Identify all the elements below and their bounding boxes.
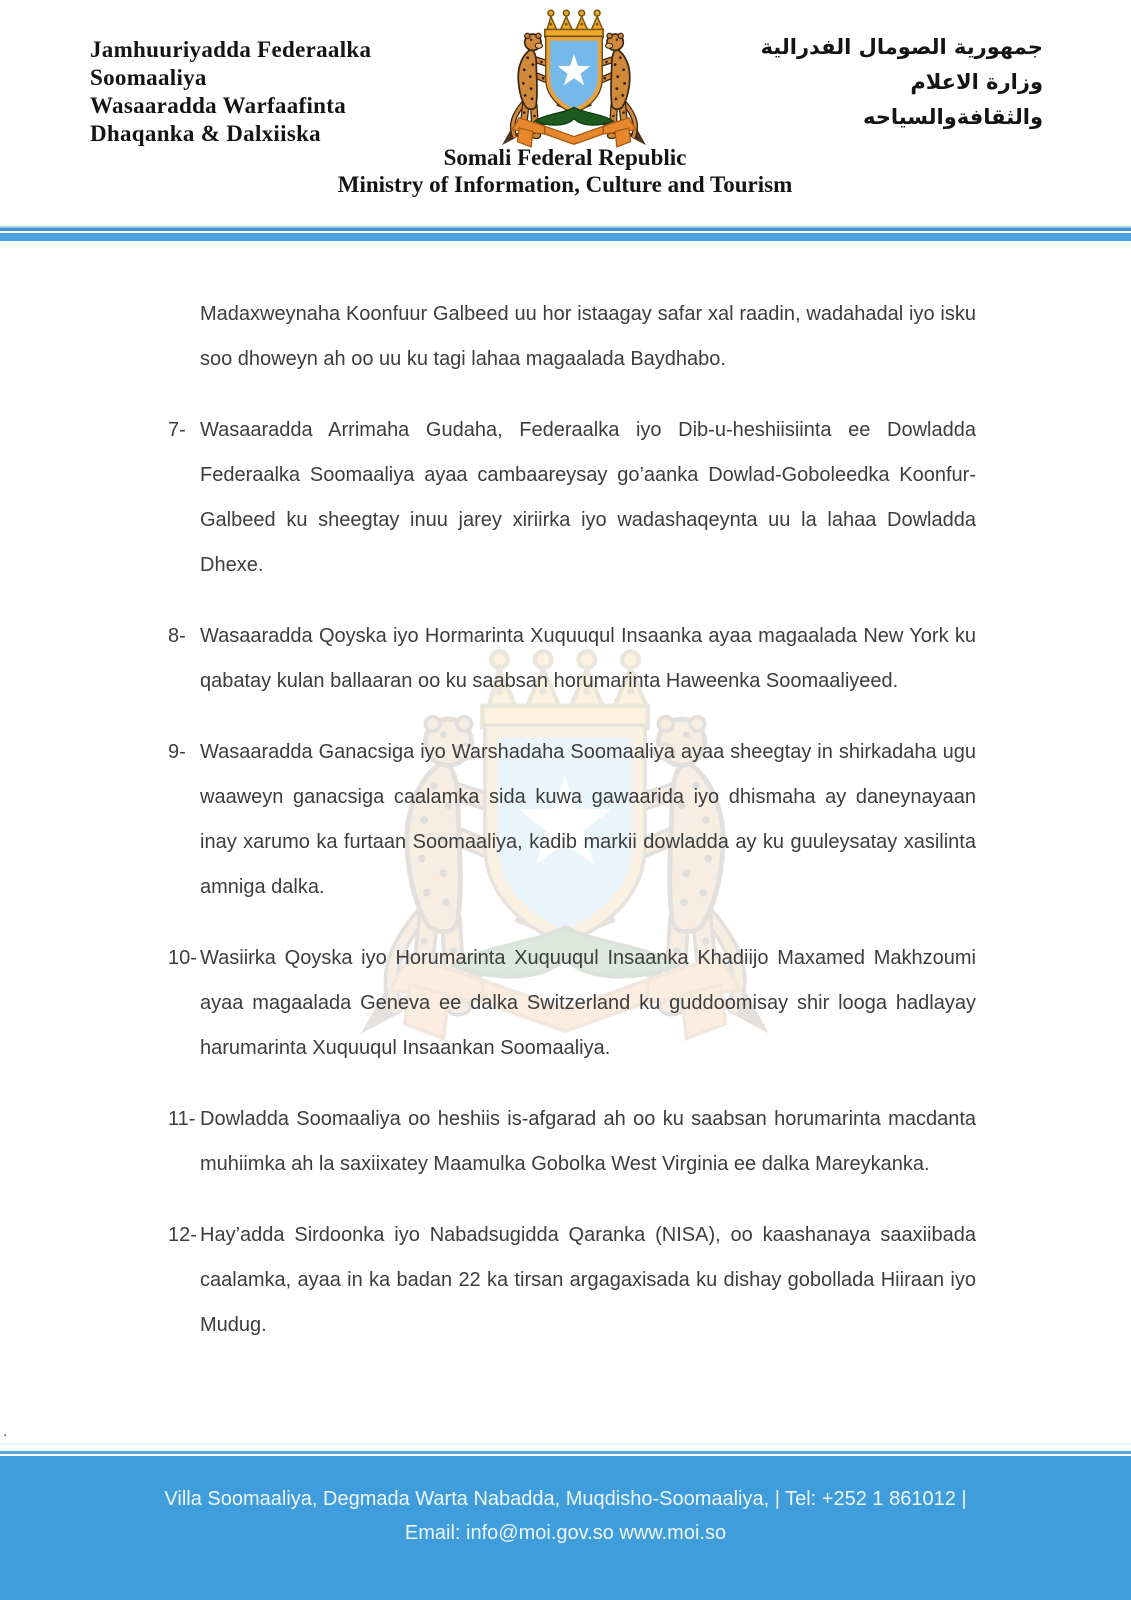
paragraph-text: Dowladda Soomaaliya oo heshiis is-afgarad ah oo ku saabsan horumarinta macdanta muhiimka ah la saxiixatey Maamulka Gobolka West Virginia ee dalka Mareykanka. [200, 1108, 976, 1175]
numbered-paragraph [168, 614, 976, 704]
paragraph-text: Wasaaradda Qoyska iyo Hormarinta Xuquuqul Insaanka ayaa magaalada New York ku qabatay kulan ballaaran oo ku saabsan horumarinta Haweenka Soomaaliyeed. [200, 625, 976, 692]
footer-top-line [0, 1451, 1131, 1454]
numbered-paragraph [168, 1213, 976, 1348]
numbered-paragraph [168, 936, 976, 1071]
paragraph-number: 11- [168, 1108, 196, 1130]
ministry-name-somali-line: Wasaaradda Warfaafinta [90, 93, 347, 118]
ministry-name-arabic-line: جمهورية الصومال الفدرالية [760, 35, 1043, 59]
footer-contact: Email: info@moi.gov.so www.moi.so [404, 1522, 727, 1544]
paragraph-number: 10- [168, 947, 197, 969]
ministry-name-english [180, 144, 950, 198]
stray-mark: . [3, 1423, 8, 1440]
paragraph-text: Wasiirka Qoyska iyo Horumarinta Xuquuqul Insaanka Khadiijo Maxamed Makhzoumi ayaa magaalada Geneva ee dalka Switzerland ku guddoomisay shir looga hadlayay harumarinta Xuquuqul Insaankan Soomaaliya. [200, 947, 976, 1059]
paragraph-number: 12- [168, 1224, 197, 1246]
footer-faint-line [0, 1443, 1131, 1445]
ministry-name-somali [90, 36, 371, 148]
country-title-english: Somali Federal Republic [443, 145, 687, 170]
paragraph-continuation: Madaxweynaha Koonfuur Galbeed uu hor istaagay safar xal raadin, wadahadal iyo isku soo dhoweyn ah oo uu ku tagi lahaa magaalada Baydhabo. [200, 303, 976, 370]
ministry-name-arabic [761, 30, 1043, 135]
paragraph-text: Wasaaradda Ganacsiga iyo Warshadaha Soomaaliya ayaa sheegtay in shirkadaha ugu waaweyn ganacsiga caalamka sida kuwa gawaarida iyo dhismaha ay daneynayaan inay xarumo ka furtaan Soomaaliya, kadib markii dowladda ay ku guuleysatay xasilinta amniga dalka. [200, 741, 976, 898]
ministry-name-arabic-line: وزارة الاعلام [910, 70, 1043, 94]
ministry-name-somali-line: Dhaqanka & Dalxiiska [90, 121, 321, 146]
paragraph-text: Hay’adda Sirdoonka iyo Nabadsugidda Qaranka (NISA), oo kaashanaya saaxiibada caalamka, ayaa in ka badan 22 ka tirsan argagaxisada ku dishay gobollada Hiiraan iyo Mudug. [200, 1224, 976, 1336]
letter-body [168, 292, 976, 1374]
numbered-paragraph [168, 1097, 976, 1187]
ministry-title-english: Ministry of Information, Culture and Tourism [337, 172, 793, 197]
paragraph-text: Wasaaradda Arrimaha Gudaha, Federaalka iyo Dib-u-heshiisiinta ee Dowladda Federaalka Soomaaliya ayaa cambaareysay go’aanka Dowlad-Goboleedka Koonfur-Galbeed ku sheegtay inuu jarey xiriirka iyo wadashaqeynta uu la lahaa Dowladda Dhexe. [200, 419, 976, 576]
paragraph-number: 8- [168, 625, 186, 647]
numbered-paragraph [168, 408, 976, 588]
ministry-name-somali-line: Jamhuuriyadda Federaalka [90, 37, 372, 62]
footer-address: Villa Soomaaliya, Degmada Warta Nabadda, Muqdisho-Soomaaliya, | Tel: +252 1 861012 | [164, 1488, 967, 1510]
somali-coat-of-arms-logo [488, 8, 660, 158]
footer-bar [0, 1456, 1131, 1600]
numbered-paragraph [168, 730, 976, 910]
ministry-name-somali-line: Soomaaliya [90, 65, 207, 90]
header-divider-thick [0, 233, 1131, 241]
paragraph-number: 9- [168, 741, 186, 763]
ministry-name-arabic-line: والثقافةوالسياحه [862, 105, 1043, 129]
paragraph-number: 7- [168, 419, 186, 441]
